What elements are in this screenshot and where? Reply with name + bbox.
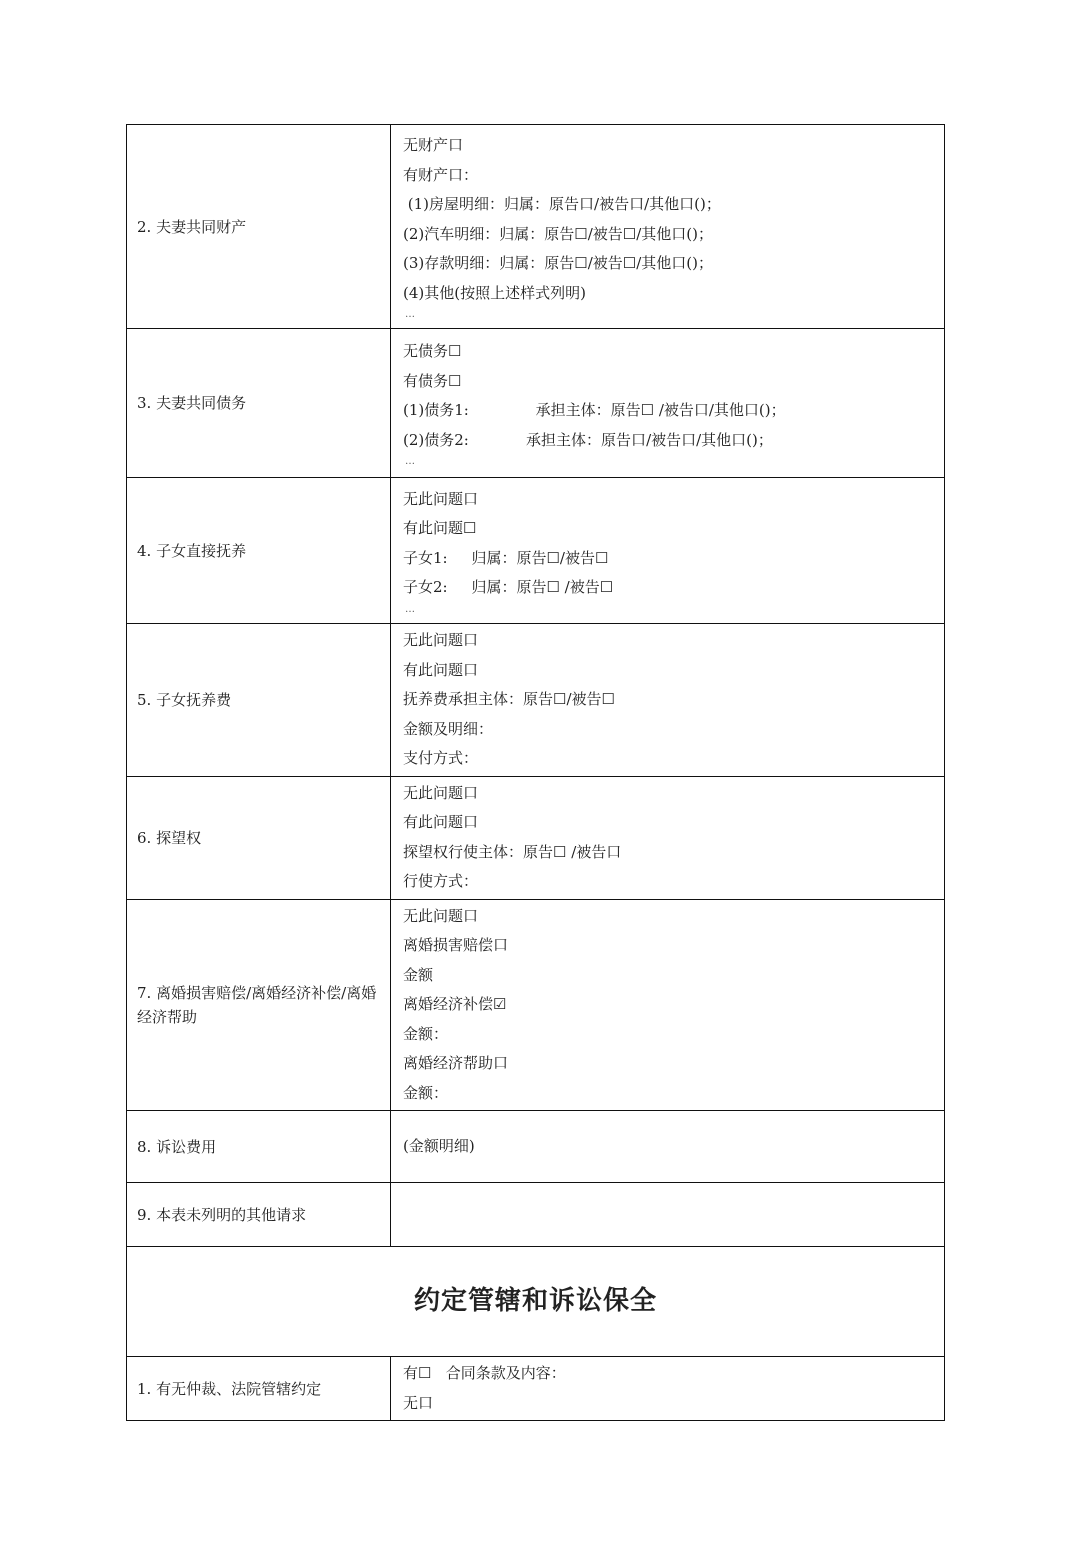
row-visitation: [127, 776, 945, 899]
row-label: 7. 离婚损害赔偿/离婚经济补偿/离婚经济帮助: [127, 899, 391, 1111]
row-label: 1. 有无仲裁、法院管辖约定: [127, 1357, 391, 1421]
row-label: 3. 夫妻共同债务: [127, 329, 391, 478]
row-content: [391, 776, 945, 899]
row-label: 5. 子女抚养费: [127, 624, 391, 777]
option-line[interactable]: (3)存款明细：归属：原告☐/被告☐/其他口()；: [403, 254, 713, 272]
option-line[interactable]: 金额: [403, 965, 434, 984]
row-content: [391, 624, 945, 777]
ellipsis-text: …: [405, 603, 415, 615]
option-line-checked[interactable]: 离婚经济补偿☑: [403, 995, 507, 1013]
option-line[interactable]: (1)债务1: 承担主体：原告☐ /被告口/其他口()；: [403, 401, 786, 419]
option-line[interactable]: 行使方式：: [403, 872, 479, 890]
amount-detail-field[interactable]: (金额明细): [403, 1136, 475, 1155]
option-line[interactable]: 金额及明细：: [403, 719, 494, 738]
option-line[interactable]: 无债务☐: [403, 342, 462, 360]
row-child-support: [127, 624, 945, 777]
option-line[interactable]: 子女2: 归属：原告☐ /被告☐: [403, 578, 614, 596]
option-line[interactable]: (2)债务2: 承担主体：原告口/被告口/其他口()；: [403, 430, 773, 449]
row-label: 9. 本表未列明的其他请求: [127, 1183, 391, 1247]
option-line[interactable]: 有☐ 合同条款及内容：: [403, 1364, 566, 1382]
row-content: [391, 899, 945, 1111]
row-litigation-fees: [127, 1111, 945, 1183]
option-line[interactable]: 抚养费承担主体：原告☐/被告☐: [403, 690, 615, 708]
row-content: [391, 329, 945, 478]
row-label: 2. 夫妻共同财产: [127, 125, 391, 329]
row-content: [391, 125, 945, 329]
row-content: [391, 1357, 945, 1421]
option-line[interactable]: 有此问题☐: [403, 519, 477, 537]
option-line[interactable]: 无此问题口: [403, 631, 479, 649]
option-line[interactable]: 有此问题口: [403, 660, 479, 679]
option-line[interactable]: (1)房屋明细：归属：原告口/被告口/其他口()；: [403, 195, 721, 213]
option-line[interactable]: 金额：: [403, 1024, 449, 1043]
other-requests-field[interactable]: [391, 1183, 945, 1247]
option-line[interactable]: 离婚经济帮助口: [403, 1054, 509, 1072]
row-label: 4. 子女直接抚养: [127, 478, 391, 624]
ellipsis-text: …: [405, 456, 415, 467]
row-content: [391, 478, 945, 624]
row-content: [391, 1111, 945, 1183]
option-line[interactable]: 有此问题口: [403, 813, 479, 831]
option-line[interactable]: (2)汽车明细：归属：原告☐/被告☐/其他口()；: [403, 224, 713, 243]
row-child-custody: [127, 478, 945, 624]
row-joint-property: [127, 125, 945, 329]
row-other-requests: [127, 1183, 945, 1247]
option-line[interactable]: 无此问题口: [403, 489, 479, 508]
option-line[interactable]: 无财产口: [403, 136, 464, 154]
section-title-row: [127, 1247, 945, 1357]
option-line[interactable]: 离婚损害赔偿口: [403, 936, 509, 954]
option-line[interactable]: 探望权行使主体：原告☐ /被告口: [403, 842, 622, 861]
section-title: 约定管辖和诉讼保全: [127, 1247, 945, 1357]
option-line[interactable]: 无此问题口: [403, 906, 479, 925]
row-divorce-compensation: [127, 899, 945, 1111]
option-line[interactable]: 金额：: [403, 1083, 449, 1102]
option-line[interactable]: 支付方式：: [403, 749, 479, 767]
option-line: (4)其他(按照上述样式列明): [403, 283, 586, 302]
ellipsis-text: …: [405, 309, 415, 320]
option-line[interactable]: 子女1: 归属：原告☐/被告☐: [403, 548, 609, 567]
option-line[interactable]: 无口: [403, 1393, 434, 1412]
option-line[interactable]: 无此问题口: [403, 783, 479, 802]
option-line[interactable]: 有债务☐: [403, 371, 462, 390]
row-label: 8. 诉讼费用: [127, 1111, 391, 1183]
row-label: 6. 探望权: [127, 776, 391, 899]
row-jurisdiction-agreement: [127, 1357, 945, 1421]
claims-form-table: [126, 124, 945, 1421]
option-line[interactable]: 有财产口：: [403, 165, 479, 184]
row-joint-debt: [127, 329, 945, 478]
